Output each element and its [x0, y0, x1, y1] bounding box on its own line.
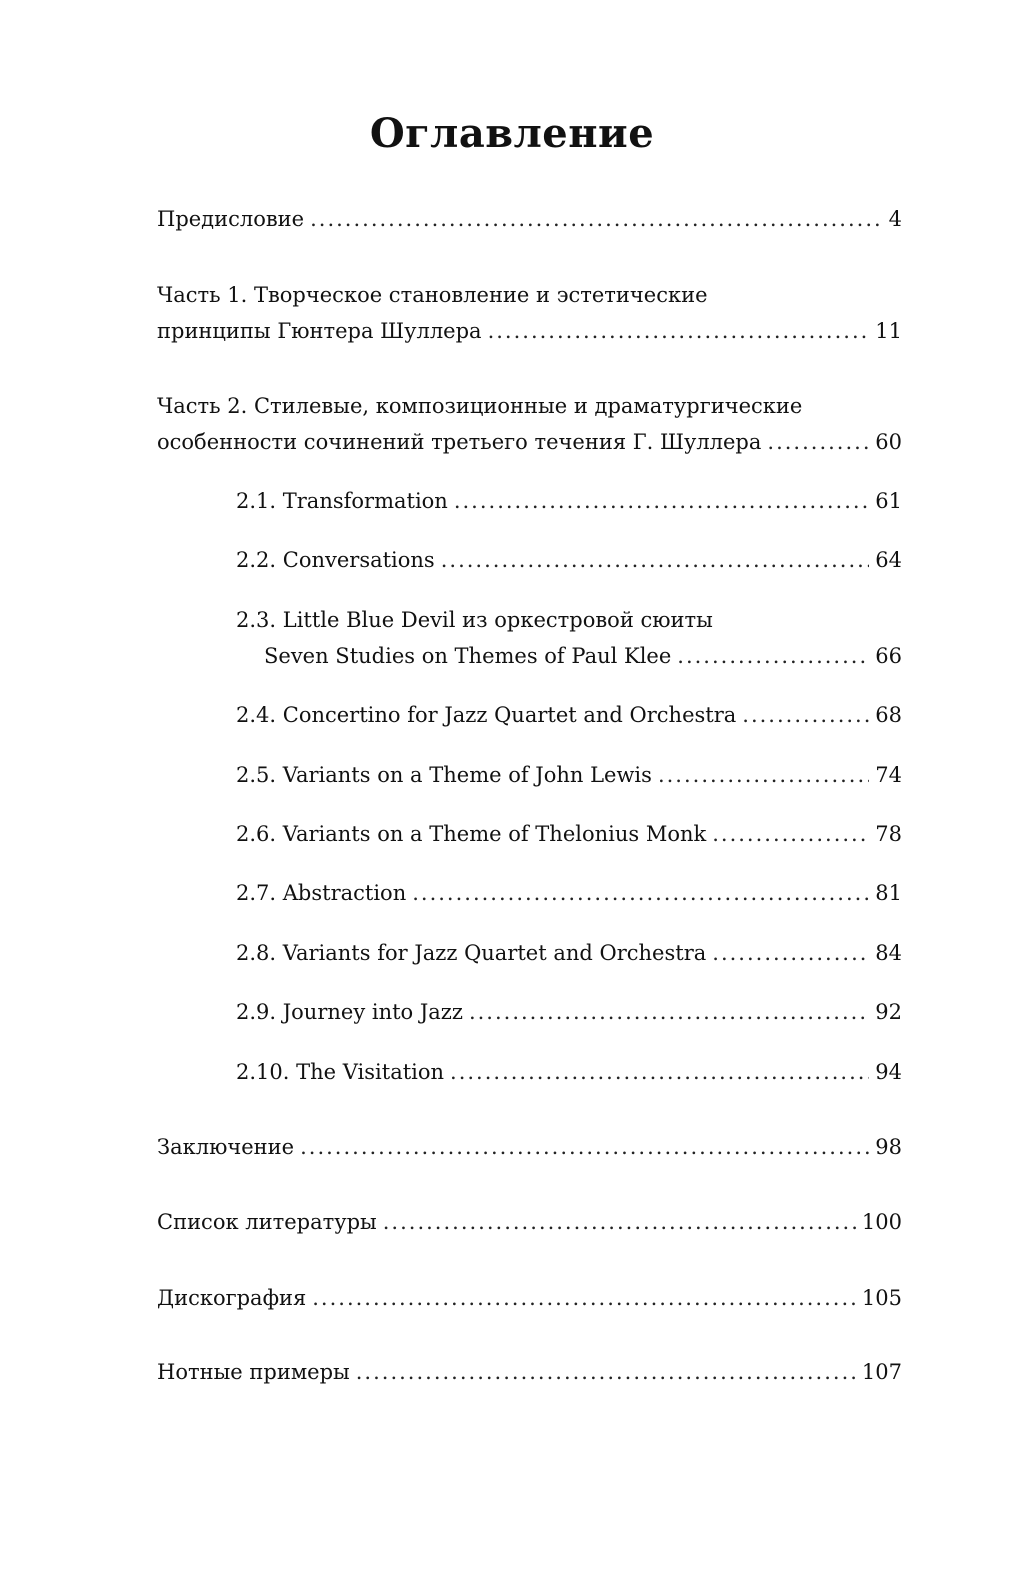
toc-entry-2-1[interactable] — [236, 487, 902, 515]
toc-entry-2-8[interactable] — [236, 939, 902, 967]
dot-leader — [412, 879, 869, 907]
toc-entry-2-3-line1[interactable]: 2.3. Little Blue Devil из оркестровой сюиты — [236, 608, 713, 632]
page-number: 98 — [875, 1135, 902, 1159]
page-number: 107 — [861, 1360, 902, 1384]
toc-entry-label: Нотные примеры — [157, 1360, 350, 1384]
toc-entry-label: 2.2. Conversations — [236, 548, 435, 572]
dot-leader — [712, 939, 869, 967]
page-number: 92 — [875, 1000, 902, 1024]
dot-leader — [454, 487, 869, 515]
dot-leader — [356, 1358, 856, 1386]
toc-entry-label: Дискография — [157, 1286, 307, 1310]
toc-entry-label: 2.4. Concertino for Jazz Quartet and Orchestra — [236, 703, 737, 727]
page-number: 74 — [875, 763, 902, 787]
toc-entry-preface[interactable] — [157, 205, 902, 233]
toc-entry-label: 2.9. Journey into Jazz — [236, 1000, 463, 1024]
page-number: 11 — [875, 319, 902, 343]
toc-entry-2-6[interactable] — [236, 820, 902, 848]
page-number: 105 — [861, 1286, 902, 1310]
toc-entry-label: Заключение — [157, 1135, 295, 1159]
dot-leader — [658, 761, 869, 789]
page-number: 66 — [875, 644, 902, 668]
dot-leader — [383, 1208, 856, 1236]
toc-entry-part2[interactable] — [157, 428, 902, 456]
toc-entry-discography[interactable] — [157, 1284, 902, 1312]
toc-entry-label: 2.5. Variants on a Theme of John Lewis — [236, 763, 652, 787]
toc-entry-part1[interactable] — [157, 317, 902, 345]
toc-entry-conclusion[interactable] — [157, 1133, 902, 1161]
toc-entry-examples[interactable] — [157, 1358, 902, 1386]
toc-entry-2-7[interactable] — [236, 879, 902, 907]
toc-entry-2-9[interactable] — [236, 998, 902, 1026]
page-number: 4 — [888, 207, 902, 231]
toc-entry-2-4[interactable] — [236, 701, 902, 729]
dot-leader — [312, 1284, 856, 1312]
page-number: 81 — [875, 881, 902, 905]
toc-entry-label: 2.1. Transformation — [236, 489, 448, 513]
dot-leader — [450, 1058, 869, 1086]
toc-entry-label: Seven Studies on Themes of Paul Klee — [264, 644, 672, 668]
dot-leader — [469, 998, 869, 1026]
toc-entry-label: 2.6. Variants on a Theme of Thelonius Monk — [236, 822, 707, 846]
dot-leader — [488, 317, 870, 345]
toc-entry-part2-line1[interactable]: Часть 2. Стилевые, композиционные и драматургические — [157, 394, 803, 418]
page-title: Оглавление — [369, 110, 655, 157]
toc-entry-2-5[interactable] — [236, 761, 902, 789]
dot-leader — [441, 546, 870, 574]
dot-leader — [767, 428, 869, 456]
toc-entry-label: Список литературы — [157, 1210, 377, 1234]
dot-leader — [677, 642, 869, 670]
page-number: 84 — [875, 941, 902, 965]
toc-entry-references[interactable] — [157, 1208, 902, 1236]
page-number: 64 — [875, 548, 902, 572]
dot-leader — [310, 205, 883, 233]
toc-entry-label: 2.8. Variants for Jazz Quartet and Orchestra — [236, 941, 707, 965]
dot-leader — [742, 701, 869, 729]
page-number: 100 — [861, 1210, 902, 1234]
toc-entry-label: особенности сочинений третьего течения Г. Шуллера — [157, 430, 762, 454]
toc-entry-label: 2.10. The Visitation — [236, 1060, 445, 1084]
toc-entry-2-3[interactable] — [264, 642, 902, 670]
toc-entry-2-2[interactable] — [236, 546, 902, 574]
page-number: 61 — [875, 489, 902, 513]
toc-entry-label: 2.7. Abstraction — [236, 881, 407, 905]
page-number: 78 — [875, 822, 902, 846]
toc-entry-label: Предисловие — [157, 207, 305, 231]
page-number: 68 — [875, 703, 902, 727]
page-number: 94 — [875, 1060, 902, 1084]
dot-leader — [300, 1133, 869, 1161]
dot-leader — [712, 820, 869, 848]
toc-entry-part1-line1[interactable]: Часть 1. Творческое становление и эстетические — [157, 283, 708, 307]
toc-entry-2-10[interactable] — [236, 1058, 902, 1086]
page-number: 60 — [875, 430, 902, 454]
toc-entry-label: принципы Гюнтера Шуллера — [157, 319, 482, 343]
